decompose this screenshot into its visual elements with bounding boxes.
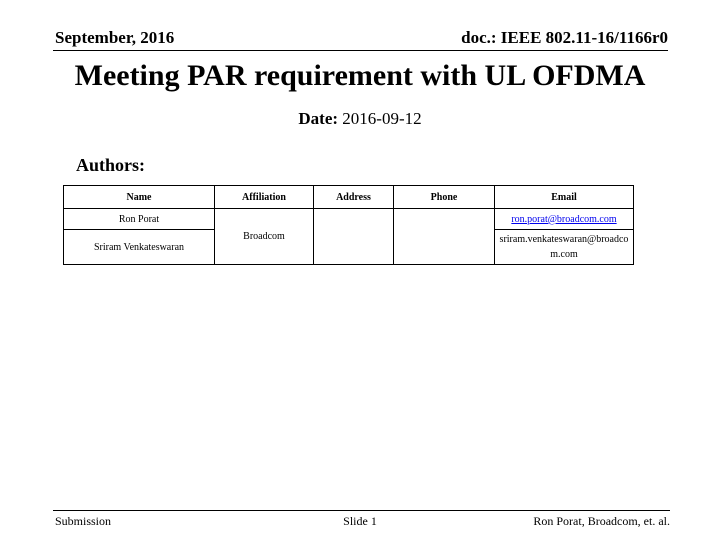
footer-submission: Submission bbox=[55, 514, 112, 528]
author-address bbox=[314, 209, 394, 265]
header-doc-number: doc.: IEEE 802.11-16/1166r0 bbox=[461, 28, 668, 47]
table-header-row bbox=[64, 186, 634, 209]
author-name: Sriram Venkateswaran bbox=[64, 230, 215, 265]
date-value: 2016-09-12 bbox=[342, 109, 422, 128]
footer-divider bbox=[53, 510, 670, 511]
author-email: sriram.venkateswaran@broadcom.com bbox=[495, 230, 634, 265]
authors-table bbox=[63, 185, 634, 265]
header-date: September, 2016 bbox=[55, 28, 175, 47]
date-label: Date: bbox=[298, 109, 339, 128]
table-row bbox=[64, 209, 634, 230]
column-header-address: Address bbox=[314, 186, 394, 209]
author-email-link[interactable]: ron.porat@broadcom.com bbox=[511, 213, 617, 225]
authors-heading: Authors: bbox=[76, 155, 146, 175]
author-name: Ron Porat bbox=[64, 209, 215, 230]
column-header-phone: Phone bbox=[394, 186, 495, 209]
header-divider bbox=[53, 50, 668, 51]
date-line bbox=[0, 108, 720, 130]
author-phone bbox=[394, 209, 495, 265]
footer-authors: Ron Porat, Broadcom, et. al. bbox=[533, 514, 670, 528]
footer-slide-number: Slide 1 bbox=[343, 514, 377, 528]
column-header-affiliation: Affiliation bbox=[215, 186, 314, 209]
slide-title: Meeting PAR requirement with UL OFDMA bbox=[74, 59, 646, 92]
column-header-email: Email bbox=[495, 186, 634, 209]
column-header-name: Name bbox=[64, 186, 215, 209]
author-affiliation: Broadcom bbox=[215, 209, 314, 265]
author-email-cell bbox=[495, 209, 634, 230]
